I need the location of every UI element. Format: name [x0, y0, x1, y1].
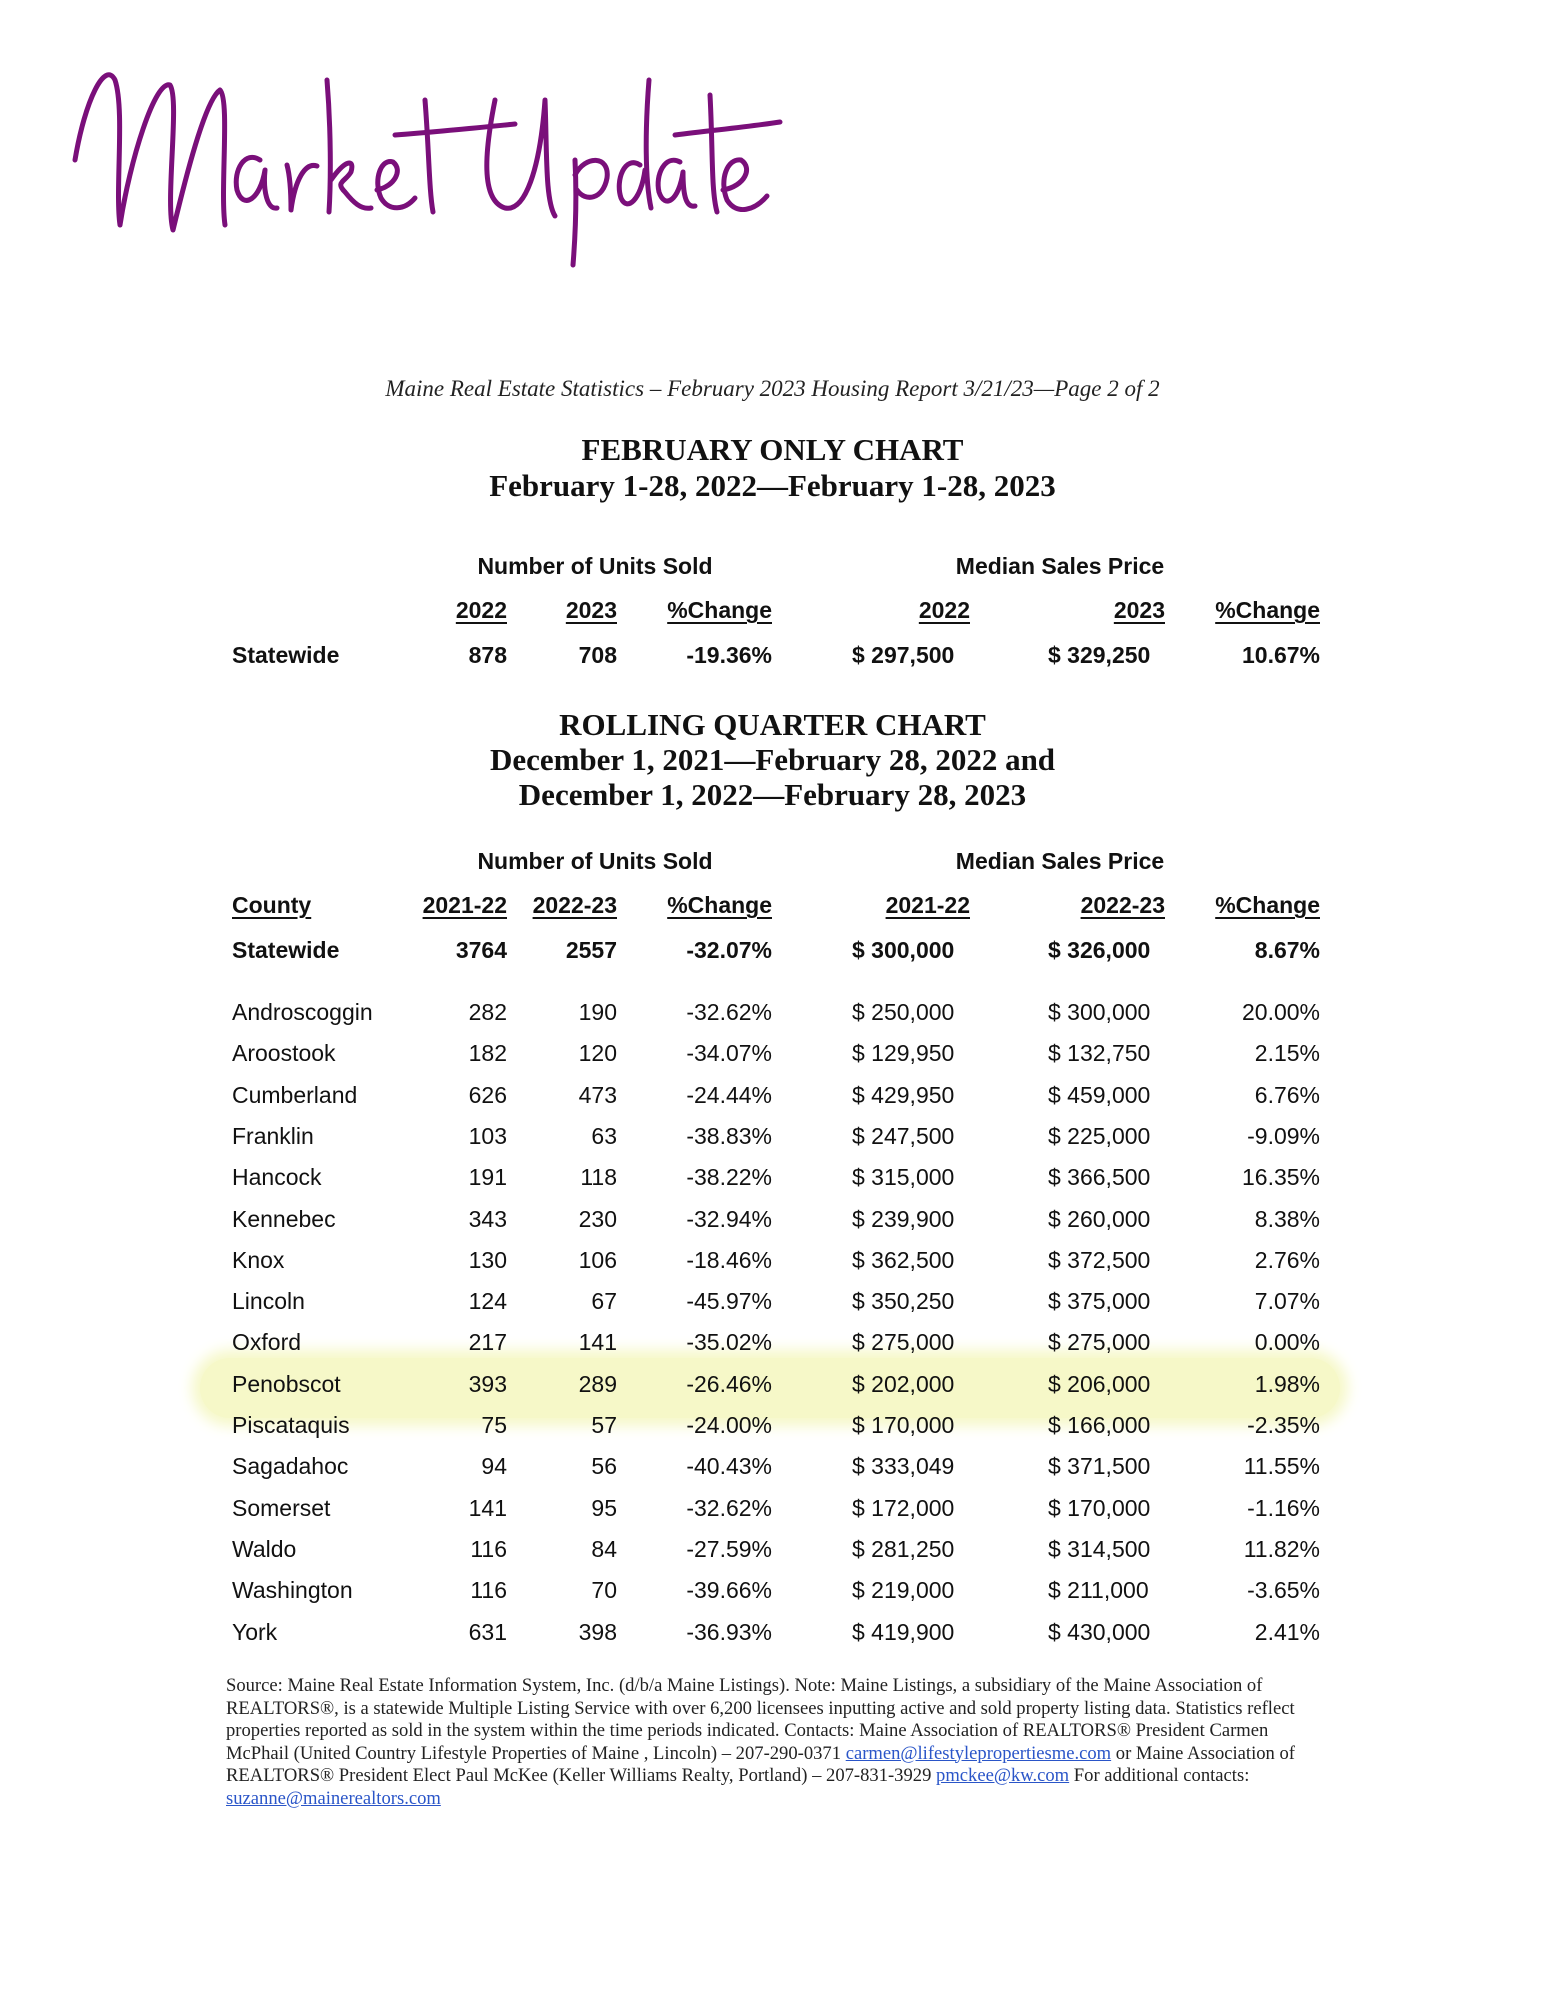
county-name: Oxford — [232, 1329, 302, 1355]
rq-col-units-2021-22: 2021-22 — [422, 892, 507, 918]
feb-col-units-change: %Change — [667, 597, 772, 623]
county-name: Aroostook — [232, 1040, 336, 1066]
units-2021-22: 130 — [468, 1247, 507, 1273]
price-2021-22: $ 172,000 — [852, 1495, 955, 1521]
county-name: York — [232, 1619, 278, 1645]
report-header-line: Maine Real Estate Statistics – February 2023 Housing Report 3/21/23—Page 2 of 2 — [385, 376, 1160, 401]
rolling-quarter-subtitle-2: December 1, 2022—February 28, 2023 — [518, 777, 1027, 812]
price-2021-22: $ 129,950 — [852, 1040, 955, 1066]
units-2022-23: 63 — [591, 1123, 617, 1149]
feb-row-price-change: 10.67% — [1241, 642, 1320, 668]
rq-units-sold-label: Number of Units Sold — [477, 848, 713, 874]
price-change: -2.35% — [1247, 1412, 1320, 1438]
price-change: 7.07% — [1254, 1288, 1320, 1314]
price-change: 2.41% — [1254, 1619, 1320, 1645]
county-name: Lincoln — [232, 1288, 305, 1314]
units-change: -18.46% — [686, 1247, 772, 1273]
price-2022-23: $ 375,000 — [1048, 1288, 1151, 1314]
rq-col-price-2022-23: 2022-23 — [1080, 892, 1165, 918]
feb-units-sold-label: Number of Units Sold — [477, 553, 713, 579]
price-2021-22: $ 362,500 — [852, 1247, 955, 1273]
units-2022-23: 84 — [591, 1536, 617, 1562]
price-2021-22: $ 250,000 — [852, 999, 955, 1025]
rq-statewide-price-change: 8.67% — [1254, 937, 1320, 963]
feb-col-units-2023: 2023 — [565, 597, 617, 623]
price-change: -1.16% — [1247, 1495, 1320, 1521]
units-change: -34.07% — [686, 1040, 772, 1066]
suzanne-email-link[interactable]: suzanne@mainerealtors.com — [226, 1787, 441, 1809]
rq-col-county: County — [232, 892, 312, 918]
rq-statewide-price-2021-22: $ 300,000 — [852, 937, 955, 963]
county-name: Piscataquis — [232, 1412, 350, 1438]
units-2022-23: 141 — [578, 1329, 617, 1355]
units-2022-23: 118 — [580, 1164, 617, 1190]
units-change: -24.00% — [686, 1412, 772, 1438]
units-2021-22: 191 — [468, 1164, 507, 1190]
units-change: -36.93% — [686, 1619, 772, 1645]
county-name: Washington — [232, 1577, 353, 1603]
price-2022-23: $ 430,000 — [1048, 1619, 1151, 1645]
feb-col-price-2022: 2022 — [918, 597, 970, 623]
units-2022-23: 398 — [578, 1619, 617, 1645]
rq-statewide-units-change: -32.07% — [686, 937, 772, 963]
price-change: 11.55% — [1243, 1453, 1320, 1479]
units-change: -38.83% — [686, 1123, 772, 1149]
price-2022-23: $ 366,500 — [1048, 1164, 1151, 1190]
price-change: 2.76% — [1254, 1247, 1320, 1273]
price-2021-22: $ 429,950 — [852, 1082, 955, 1108]
feb-row-price-2022: $ 297,500 — [852, 642, 955, 668]
price-2022-23: $ 170,000 — [1048, 1495, 1151, 1521]
units-2022-23: 67 — [591, 1288, 617, 1314]
units-change: -45.97% — [686, 1288, 772, 1314]
county-name: Penobscot — [232, 1371, 341, 1397]
price-2021-22: $ 419,900 — [852, 1619, 955, 1645]
units-2022-23: 70 — [591, 1577, 617, 1603]
rq-col-units-change: %Change — [667, 892, 772, 918]
feb-row-units-change: -19.36% — [686, 642, 772, 668]
price-2021-22: $ 239,900 — [852, 1206, 955, 1232]
rolling-quarter-subtitle-1: December 1, 2021—February 28, 2022 and — [489, 742, 1056, 777]
units-2021-22: 103 — [468, 1123, 507, 1149]
units-2021-22: 124 — [468, 1288, 507, 1314]
price-2021-22: $ 275,000 — [852, 1329, 955, 1355]
price-change: 0.00% — [1254, 1329, 1320, 1355]
price-change: 6.76% — [1254, 1082, 1320, 1108]
price-2021-22: $ 281,250 — [852, 1536, 955, 1562]
feb-col-price-change: %Change — [1215, 597, 1320, 623]
price-2022-23: $ 206,000 — [1048, 1371, 1151, 1397]
rolling-quarter-title: ROLLING QUARTER CHART — [559, 707, 986, 742]
units-2021-22: 116 — [470, 1577, 507, 1603]
county-name: Kennebec — [232, 1206, 336, 1232]
price-2021-22: $ 350,250 — [852, 1288, 955, 1314]
units-change: -35.02% — [686, 1329, 772, 1355]
units-change: -40.43% — [686, 1453, 772, 1479]
price-2022-23: $ 372,500 — [1048, 1247, 1151, 1273]
price-change: 11.82% — [1243, 1536, 1320, 1562]
units-change: -39.66% — [686, 1577, 772, 1603]
units-2022-23: 473 — [578, 1082, 617, 1108]
rq-median-price-label: Median Sales Price — [955, 848, 1165, 874]
units-2021-22: 116 — [470, 1536, 507, 1562]
units-2022-23: 106 — [578, 1247, 617, 1273]
units-2022-23: 95 — [591, 1495, 617, 1521]
feb-row-units-2022: 878 — [468, 642, 507, 668]
feb-row-price-2023: $ 329,250 — [1048, 642, 1151, 668]
rq-statewide-price-2022-23: $ 326,000 — [1048, 937, 1151, 963]
county-name: Androscoggin — [232, 999, 373, 1025]
carmen-email-link[interactable]: carmen@lifestylepropertiesme.com — [845, 1742, 1112, 1764]
units-2021-22: 393 — [468, 1371, 507, 1397]
units-2021-22: 631 — [468, 1619, 507, 1645]
price-change: -9.09% — [1247, 1123, 1320, 1149]
units-2022-23: 120 — [578, 1040, 617, 1066]
units-2021-22: 626 — [468, 1082, 507, 1108]
source-text-2: or Maine Association of REALTORS® President Elect Paul McKee (Keller Williams Realty, Portland) – 207-831-3929 — [226, 1742, 1295, 1786]
units-change: -32.62% — [686, 1495, 772, 1521]
units-2022-23: 57 — [591, 1412, 617, 1438]
price-2022-23: $ 300,000 — [1048, 999, 1151, 1025]
source-text-3: For additional contacts: — [1069, 1765, 1250, 1786]
units-change: -27.59% — [686, 1536, 772, 1562]
pmckee-email-link[interactable]: pmckee@kw.com — [936, 1765, 1070, 1786]
source-note — [226, 1675, 1321, 1810]
feb-row-units-2023: 708 — [578, 642, 617, 668]
county-name: Somerset — [232, 1495, 331, 1521]
units-2021-22: 217 — [468, 1329, 507, 1355]
price-change: 16.35% — [1241, 1164, 1320, 1190]
units-change: -24.44% — [686, 1082, 772, 1108]
price-change: 20.00% — [1241, 999, 1320, 1025]
units-2021-22: 343 — [468, 1206, 507, 1232]
price-2021-22: $ 333,049 — [852, 1453, 955, 1479]
county-name: Cumberland — [232, 1082, 358, 1108]
feb-col-units-2022: 2022 — [455, 597, 507, 623]
units-change: -38.22% — [686, 1164, 772, 1190]
county-name: Sagadahoc — [232, 1453, 349, 1479]
price-2022-23: $ 371,500 — [1048, 1453, 1151, 1479]
price-2022-23: $ 132,750 — [1048, 1040, 1151, 1066]
units-2022-23: 289 — [578, 1371, 617, 1397]
price-2022-23: $ 225,000 — [1048, 1123, 1151, 1149]
source-text-1: Source: Maine Real Estate Information System, Inc. (d/b/a Maine Listings). Note: Maine Listings, a subsidiary of the Maine Association of REALTORS®, is a statewide Multiple Listing Service with over 6,200 licensees inputting active and sold property listing data. Statistics reflect properties reported as sold in the system within the time periods indicated. Contacts: Maine Association of REALTORS® President Carmen McPhail (United Country Lifestyle Properties of Maine , Lincoln) – 207-290-0371 — [226, 1675, 1295, 1764]
units-2021-22: 282 — [468, 999, 507, 1025]
price-2022-23: $ 260,000 — [1048, 1206, 1151, 1232]
units-2022-23: 56 — [591, 1453, 617, 1479]
units-change: -26.46% — [686, 1371, 772, 1397]
units-2022-23: 190 — [578, 999, 617, 1025]
price-2021-22: $ 315,000 — [852, 1164, 955, 1190]
february-chart-title: FEBRUARY ONLY CHART — [581, 432, 964, 467]
price-2022-23: $ 459,000 — [1048, 1082, 1151, 1108]
feb-col-price-2023: 2023 — [1113, 597, 1165, 623]
february-chart-subtitle: February 1-28, 2022—February 1-28, 2023 — [489, 468, 1056, 503]
rq-col-price-change: %Change — [1215, 892, 1320, 918]
county-name: Knox — [232, 1247, 285, 1273]
price-change: 2.15% — [1254, 1040, 1320, 1066]
price-2021-22: $ 170,000 — [852, 1412, 955, 1438]
county-name: Franklin — [232, 1123, 314, 1149]
price-2021-22: $ 247,500 — [852, 1123, 955, 1149]
rq-statewide-units-2022-23: 2557 — [565, 937, 617, 963]
units-2021-22: 75 — [481, 1412, 507, 1438]
price-2022-23: $ 314,500 — [1048, 1536, 1151, 1562]
county-name: Hancock — [232, 1164, 322, 1190]
price-2021-22: $ 219,000 — [852, 1577, 955, 1603]
units-2021-22: 94 — [481, 1453, 507, 1479]
units-2022-23: 230 — [578, 1206, 617, 1232]
rq-col-units-2022-23: 2022-23 — [532, 892, 617, 918]
units-2021-22: 182 — [468, 1040, 507, 1066]
price-2022-23: $ 166,000 — [1048, 1412, 1151, 1438]
rq-col-price-2021-22: 2021-22 — [885, 892, 970, 918]
price-2022-23: $ 211,000 — [1048, 1577, 1149, 1603]
units-2021-22: 141 — [468, 1495, 507, 1521]
price-change: -3.65% — [1247, 1577, 1320, 1603]
feb-median-price-label: Median Sales Price — [955, 553, 1165, 579]
feb-row-name: Statewide — [232, 642, 340, 668]
units-change: -32.62% — [686, 999, 772, 1025]
price-change: 1.98% — [1254, 1371, 1320, 1397]
county-name: Waldo — [232, 1536, 297, 1562]
price-2022-23: $ 275,000 — [1048, 1329, 1151, 1355]
market-update-script-logo — [55, 40, 785, 270]
rq-statewide-name: Statewide — [232, 937, 340, 963]
price-change: 8.38% — [1254, 1206, 1320, 1232]
rq-statewide-units-2021-22: 3764 — [455, 937, 507, 963]
price-2021-22: $ 202,000 — [852, 1371, 955, 1397]
rolling-quarter-title-block — [0, 707, 1545, 812]
february-chart-title-block — [0, 432, 1545, 504]
units-change: -32.94% — [686, 1206, 772, 1232]
